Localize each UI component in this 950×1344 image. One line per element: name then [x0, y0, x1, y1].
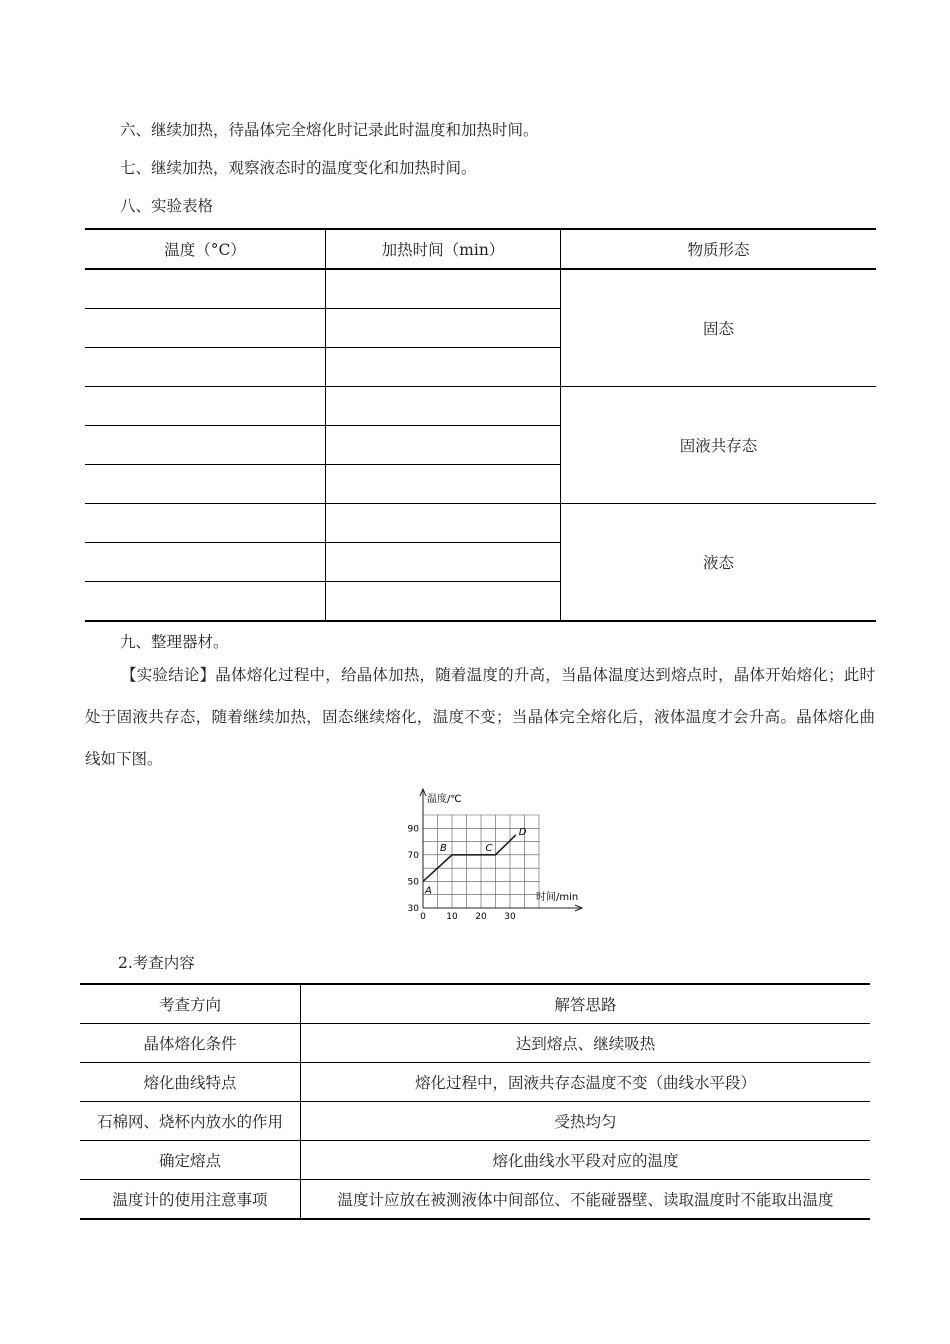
chart-xlabel: 时间/min	[536, 892, 579, 903]
time-cell	[326, 269, 561, 309]
step-nine: 九、整理器材。	[120, 633, 229, 651]
step-eight: 八、实验表格	[120, 197, 214, 215]
table-row	[80, 1102, 870, 1141]
col-temperature: 温度（°C）	[85, 229, 326, 269]
time-cell	[326, 543, 561, 582]
exam-direction: 熔化曲线特点	[80, 1063, 301, 1102]
y-tick-label: 70	[407, 850, 419, 861]
exam-direction: 石棉网、烧杯内放水的作用	[80, 1102, 301, 1141]
temp-cell	[85, 543, 326, 582]
state-solid-liquid: 固液共存态	[561, 387, 877, 504]
time-cell	[326, 348, 561, 387]
exam-direction: 温度计的使用注意事项	[80, 1180, 301, 1220]
point-label-C: C	[485, 842, 493, 854]
temp-cell	[85, 269, 326, 309]
time-cell	[326, 504, 561, 543]
y-tick-label: 50	[407, 877, 419, 888]
exam-direction: 晶体熔化条件	[80, 1024, 301, 1063]
col-exam-direction: 考查方向	[80, 984, 301, 1024]
y-tick-label: 30	[407, 904, 419, 914]
temp-cell	[85, 348, 326, 387]
answer-approach: 温度计应放在被测液体中间部位、不能碰器壁、读取温度时不能取出温度	[301, 1180, 871, 1220]
experiment-table	[85, 228, 876, 622]
table-row	[80, 1024, 870, 1063]
chart-ylabel: 温度/℃	[427, 794, 462, 805]
temp-cell	[85, 387, 326, 426]
table-row	[80, 1180, 870, 1220]
point-label-A: A	[425, 885, 432, 897]
answer-approach: 达到熔点、继续吸热	[301, 1024, 871, 1063]
step-seven: 七、继续加热，观察液态时的温度变化和加热时间。	[120, 159, 477, 177]
col-heating-time: 加热时间（min）	[326, 229, 561, 269]
answer-approach: 受热均匀	[301, 1102, 871, 1141]
x-tick-label: 10	[446, 912, 458, 922]
temp-cell	[85, 465, 326, 504]
point-label-B: B	[440, 842, 447, 854]
y-tick-label: 90	[407, 824, 419, 835]
temp-cell	[85, 309, 326, 348]
temp-cell	[85, 426, 326, 465]
time-cell	[326, 387, 561, 426]
answer-approach: 熔化过程中，固液共存态温度不变（曲线水平段）	[301, 1063, 871, 1102]
col-answer-approach: 解答思路	[301, 984, 871, 1024]
section2-title: 2.考查内容	[118, 954, 195, 972]
time-cell	[326, 426, 561, 465]
table-row	[80, 1141, 870, 1180]
x-tick-label: 0	[420, 912, 426, 922]
exam-content-table	[80, 983, 870, 1220]
col-state: 物质形态	[561, 229, 877, 269]
state-liquid: 液态	[561, 504, 877, 622]
x-tick-label: 30	[504, 912, 516, 922]
chart-melting-line	[423, 835, 516, 882]
state-solid: 固态	[561, 269, 877, 387]
table-row	[80, 1063, 870, 1102]
x-tick-label: 20	[475, 912, 487, 922]
melting-curve-chart	[395, 780, 595, 925]
conclusion-text: 【实验结论】晶体熔化过程中，给晶体加热，随着温度的升高，当晶体温度达到熔点时，晶体开始熔化；此时处于固液共存态，随着继续加热，固态继续熔化，温度不变；当晶体完全熔化后，液体温度才会升高。晶体熔化曲线如下图。	[85, 666, 875, 768]
time-cell	[326, 465, 561, 504]
exam-direction: 确定熔点	[80, 1141, 301, 1180]
time-cell	[326, 582, 561, 622]
point-label-D: D	[518, 826, 527, 838]
step-six: 六、继续加热，待晶体完全熔化时记录此时温度和加热时间。	[120, 121, 539, 139]
temp-cell	[85, 582, 326, 622]
conclusion-paragraph	[85, 654, 875, 780]
answer-approach: 熔化曲线水平段对应的温度	[301, 1141, 871, 1180]
time-cell	[326, 309, 561, 348]
temp-cell	[85, 504, 326, 543]
